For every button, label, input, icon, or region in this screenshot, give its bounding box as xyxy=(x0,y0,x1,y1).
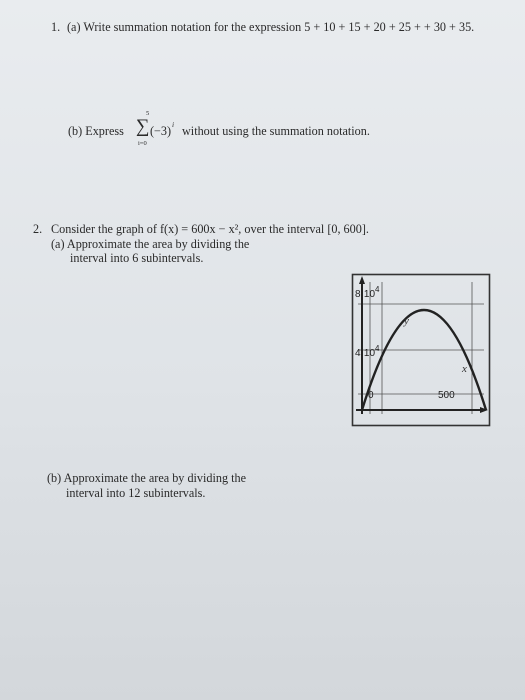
summand-exponent: i xyxy=(172,120,175,129)
summand: (−3) xyxy=(150,124,172,138)
q2-part-b-line2: interval into 12 subintervals. xyxy=(66,486,206,500)
y-axis-label: y xyxy=(404,315,409,327)
y-label-4e4: $4\cdot 10^4$ xyxy=(355,344,380,359)
origin-label: 0 xyxy=(368,390,374,401)
y-label-8e4: $8\cdot 10^4$ xyxy=(355,285,380,300)
graph-svg xyxy=(352,274,490,426)
x-tick-500-label: 500 xyxy=(438,390,455,401)
q2-part-a-line1: (a) Approximate the area by dividing the xyxy=(51,237,250,251)
sigma-upper-limit: 5 xyxy=(146,110,150,117)
sigma-symbol: ∑ xyxy=(136,116,150,137)
parabola-curve xyxy=(362,310,486,410)
parabola-graph xyxy=(352,274,490,426)
q1-number: 1. xyxy=(51,20,61,34)
q2-number: 2. xyxy=(33,222,43,236)
q2-intro: Consider the graph of f(x) = 600x − x², over the interval [0, 600]. xyxy=(51,222,369,236)
sigma-lower-limit: i=0 xyxy=(138,140,147,147)
x-axis-label: x xyxy=(462,363,467,375)
q2-part-b-line1: (b) Approximate the area by dividing the xyxy=(47,471,247,485)
q2-part-a-line2: interval into 6 subintervals. xyxy=(70,251,204,265)
y-axis-arrow xyxy=(359,276,365,284)
q1-part-b-suffix: without using the summation notation. xyxy=(182,124,370,138)
q1-part-a: (a) Write summation notation for the expression 5 + 10 + 15 + 20 + 25 + + 30 + 35. xyxy=(67,20,475,34)
x-axis-arrow xyxy=(480,407,488,413)
q1-part-b-prefix: (b) Express xyxy=(68,124,124,138)
